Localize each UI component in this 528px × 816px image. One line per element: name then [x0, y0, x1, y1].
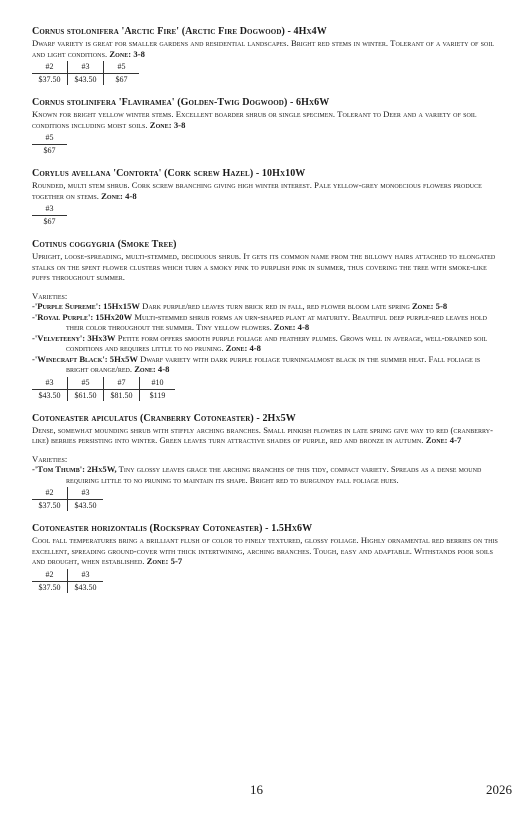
price-value: $43.50	[68, 581, 104, 593]
container-size: #3	[45, 377, 54, 387]
plant-title: Cornus stolinifera 'Flaviramea' (Golden-Twig Dogwood) - 6Hx6W	[32, 97, 330, 108]
description-text: Known for bright yellow winter stems. Excellent boarder shrub or single specimen. Tolerant to Deer and a variety of soil conditions including moist soils.	[32, 109, 477, 130]
catalog-page	[32, 26, 498, 605]
price-row	[32, 216, 67, 228]
zone-label: Zone: 4-8	[225, 343, 261, 353]
variety-item	[32, 464, 498, 485]
plant-entry	[32, 97, 498, 156]
container-size: #3	[45, 204, 54, 213]
variety-item	[32, 312, 498, 333]
zone-label: Zone: 4-8	[101, 190, 137, 201]
price-table	[32, 377, 175, 401]
variety-name: -'Purple Supreme': 15Hx15W	[32, 301, 140, 311]
description-text: Dense, somewhat mounding shrub with stiffly arching branches. Small pinkish flowers in late spring give way to red (cranberry-like) berries persisting into winter. Green leaves turn attractive shades of purple, red and bronze in autumn.	[32, 424, 494, 445]
plant-entry	[32, 26, 498, 85]
container-size: #3	[68, 487, 104, 500]
plant-description	[32, 425, 498, 446]
plant-description	[32, 535, 498, 567]
price-value: $119	[140, 389, 176, 401]
variety-text: Dark purple/red leaves turn brick red in fall, red flower bloom late spring	[142, 301, 410, 311]
variety-text: Petite form offers smooth purple foliage and feathery plumes. Grows well in average, well-drained soil conditions and requires little to no pruning.	[66, 332, 488, 353]
container-size: #5	[68, 377, 104, 390]
plant-title: Cotoneaster horizontalis (Rockspray Cotoneaster) - 1.5Hx6W	[32, 523, 313, 534]
container-size: #7	[104, 377, 140, 390]
size-row	[32, 487, 103, 500]
container-size: #5	[104, 61, 140, 74]
plant-description	[32, 38, 498, 59]
size-row	[32, 569, 103, 582]
plant-title: Cotoneaster apiculatus (Cranberry Cotoneaster) - 2Hx5W	[32, 412, 296, 424]
varieties-heading: Varieties:	[32, 290, 68, 301]
zone-label: Zone: 4-8	[134, 364, 170, 374]
description-text: Rounded, multi stem shrub. Cork screw branching giving high winter interest. Pale yellow-grey monoecious flowers produce together on stems.	[32, 180, 482, 201]
price-table	[32, 132, 67, 156]
plant-title: Cotinus coggygria (Smoke Tree)	[32, 239, 177, 250]
zone-label: Zone: 5-7	[146, 556, 183, 566]
plant-description	[32, 251, 498, 283]
container-size: #5	[45, 133, 54, 142]
variety-item	[32, 301, 498, 312]
price-row	[32, 500, 103, 512]
catalog-year: 2026	[486, 782, 512, 797]
plant-entry	[32, 239, 498, 401]
variety-text: Dwarf variety with dark purple foliage turningalmost black in the summer heat. Fall foliage is bright orange/red.	[66, 353, 481, 374]
price-table	[32, 569, 103, 593]
price-row	[32, 389, 175, 401]
description-text: Upright, loose-spreading, multi-stemmed, deciduous shrub. It gets its common name from the billowy hairs attached to elongated stalks on the spent flower clusters which turn a smoky pink to purplish pink in summer, thus covering the tree with smoke-like puffs throughout summer.	[32, 251, 496, 282]
variety-name: -'Tom Thumb': 2Hx5W,	[32, 464, 117, 474]
plant-entry	[32, 523, 498, 593]
price-value: $43.50	[68, 74, 104, 86]
zone-label: Zone: 3-8	[149, 119, 186, 130]
price-value: $37.50	[32, 581, 68, 593]
varieties-heading: Varieties:	[32, 453, 68, 464]
variety-text: Tiny glossy leaves grace the arching branches of this tidy, compact variety. Spreads as a dense mound requiring little to no pruning to maintain its shape. Bright red to burgundy fall foliage hues.	[66, 464, 482, 485]
price-value: $37.50	[32, 74, 68, 86]
zone-label: Zone: 3-8	[109, 48, 146, 59]
container-size: #3	[68, 61, 104, 74]
container-size: #2	[45, 488, 54, 497]
plant-description	[32, 180, 498, 201]
price-value: $67	[32, 145, 67, 157]
variety-item	[32, 354, 498, 375]
zone-label: Zone: 4-8	[273, 322, 310, 332]
price-table	[32, 203, 67, 227]
price-row	[32, 581, 103, 593]
plant-entry	[32, 413, 498, 512]
container-size: #2	[45, 62, 54, 71]
variety-name: -'Velveteeny': 3Hx3W	[32, 332, 116, 343]
variety-name: -'Winecraft Black': 5Hx5W	[32, 353, 138, 364]
price-row	[32, 145, 67, 157]
variety-item	[32, 333, 498, 354]
size-row	[32, 132, 67, 145]
size-row	[32, 61, 139, 74]
variety-text: Multi-stemmed shrub forms an urn-shaped plant at maturity. Beautiful deep purple-red leaves hold their color throughout the summer. Tiny yellow flowers.	[66, 311, 487, 332]
price-row	[32, 74, 139, 86]
container-size: #2	[45, 569, 54, 579]
plant-title: Cornus stolonifera 'Arctic Fire' (Arctic Fire Dogwood) - 4Hx4W	[32, 26, 327, 37]
description-text: Dwarf variety is great for smaller gardens and residential landscapes. Bright red stems in winter. Tolerant of a variety of soil and light conditions.	[32, 38, 495, 59]
price-value: $67	[32, 216, 67, 228]
price-value: $37.50	[32, 500, 68, 512]
price-value: $67	[104, 74, 140, 86]
price-value: $81.50	[104, 389, 140, 401]
zone-label: Zone: 4-7	[425, 435, 462, 445]
price-value: $43.50	[68, 500, 104, 512]
price-value: $43.50	[32, 389, 68, 401]
plant-entry	[32, 168, 498, 227]
price-value: $61.50	[68, 389, 104, 401]
container-size: #3	[68, 569, 104, 582]
plant-title: Corylus avellana 'Contorta' (Cork screw Hazel) - 10Hx10W	[32, 168, 306, 179]
price-table	[32, 487, 103, 511]
zone-label: Zone: 5-8	[411, 301, 448, 311]
variety-name: -'Royal Purple': 15Hx20W	[32, 311, 133, 322]
page-number: 16	[250, 782, 263, 797]
container-size: #10	[140, 377, 176, 390]
plant-description	[32, 109, 498, 130]
size-row	[32, 203, 67, 216]
price-table	[32, 61, 139, 85]
size-row	[32, 377, 175, 390]
description-text: Cool fall temperatures bring a brilliant flush of color to finely textured, glossy foliage. Highly ornamental red berries on this excellent, spreading ground-cover with thick intertwining, arching branches. Tough, easy and adaptable. Withstands poor soils and drought, when established.	[32, 535, 498, 566]
